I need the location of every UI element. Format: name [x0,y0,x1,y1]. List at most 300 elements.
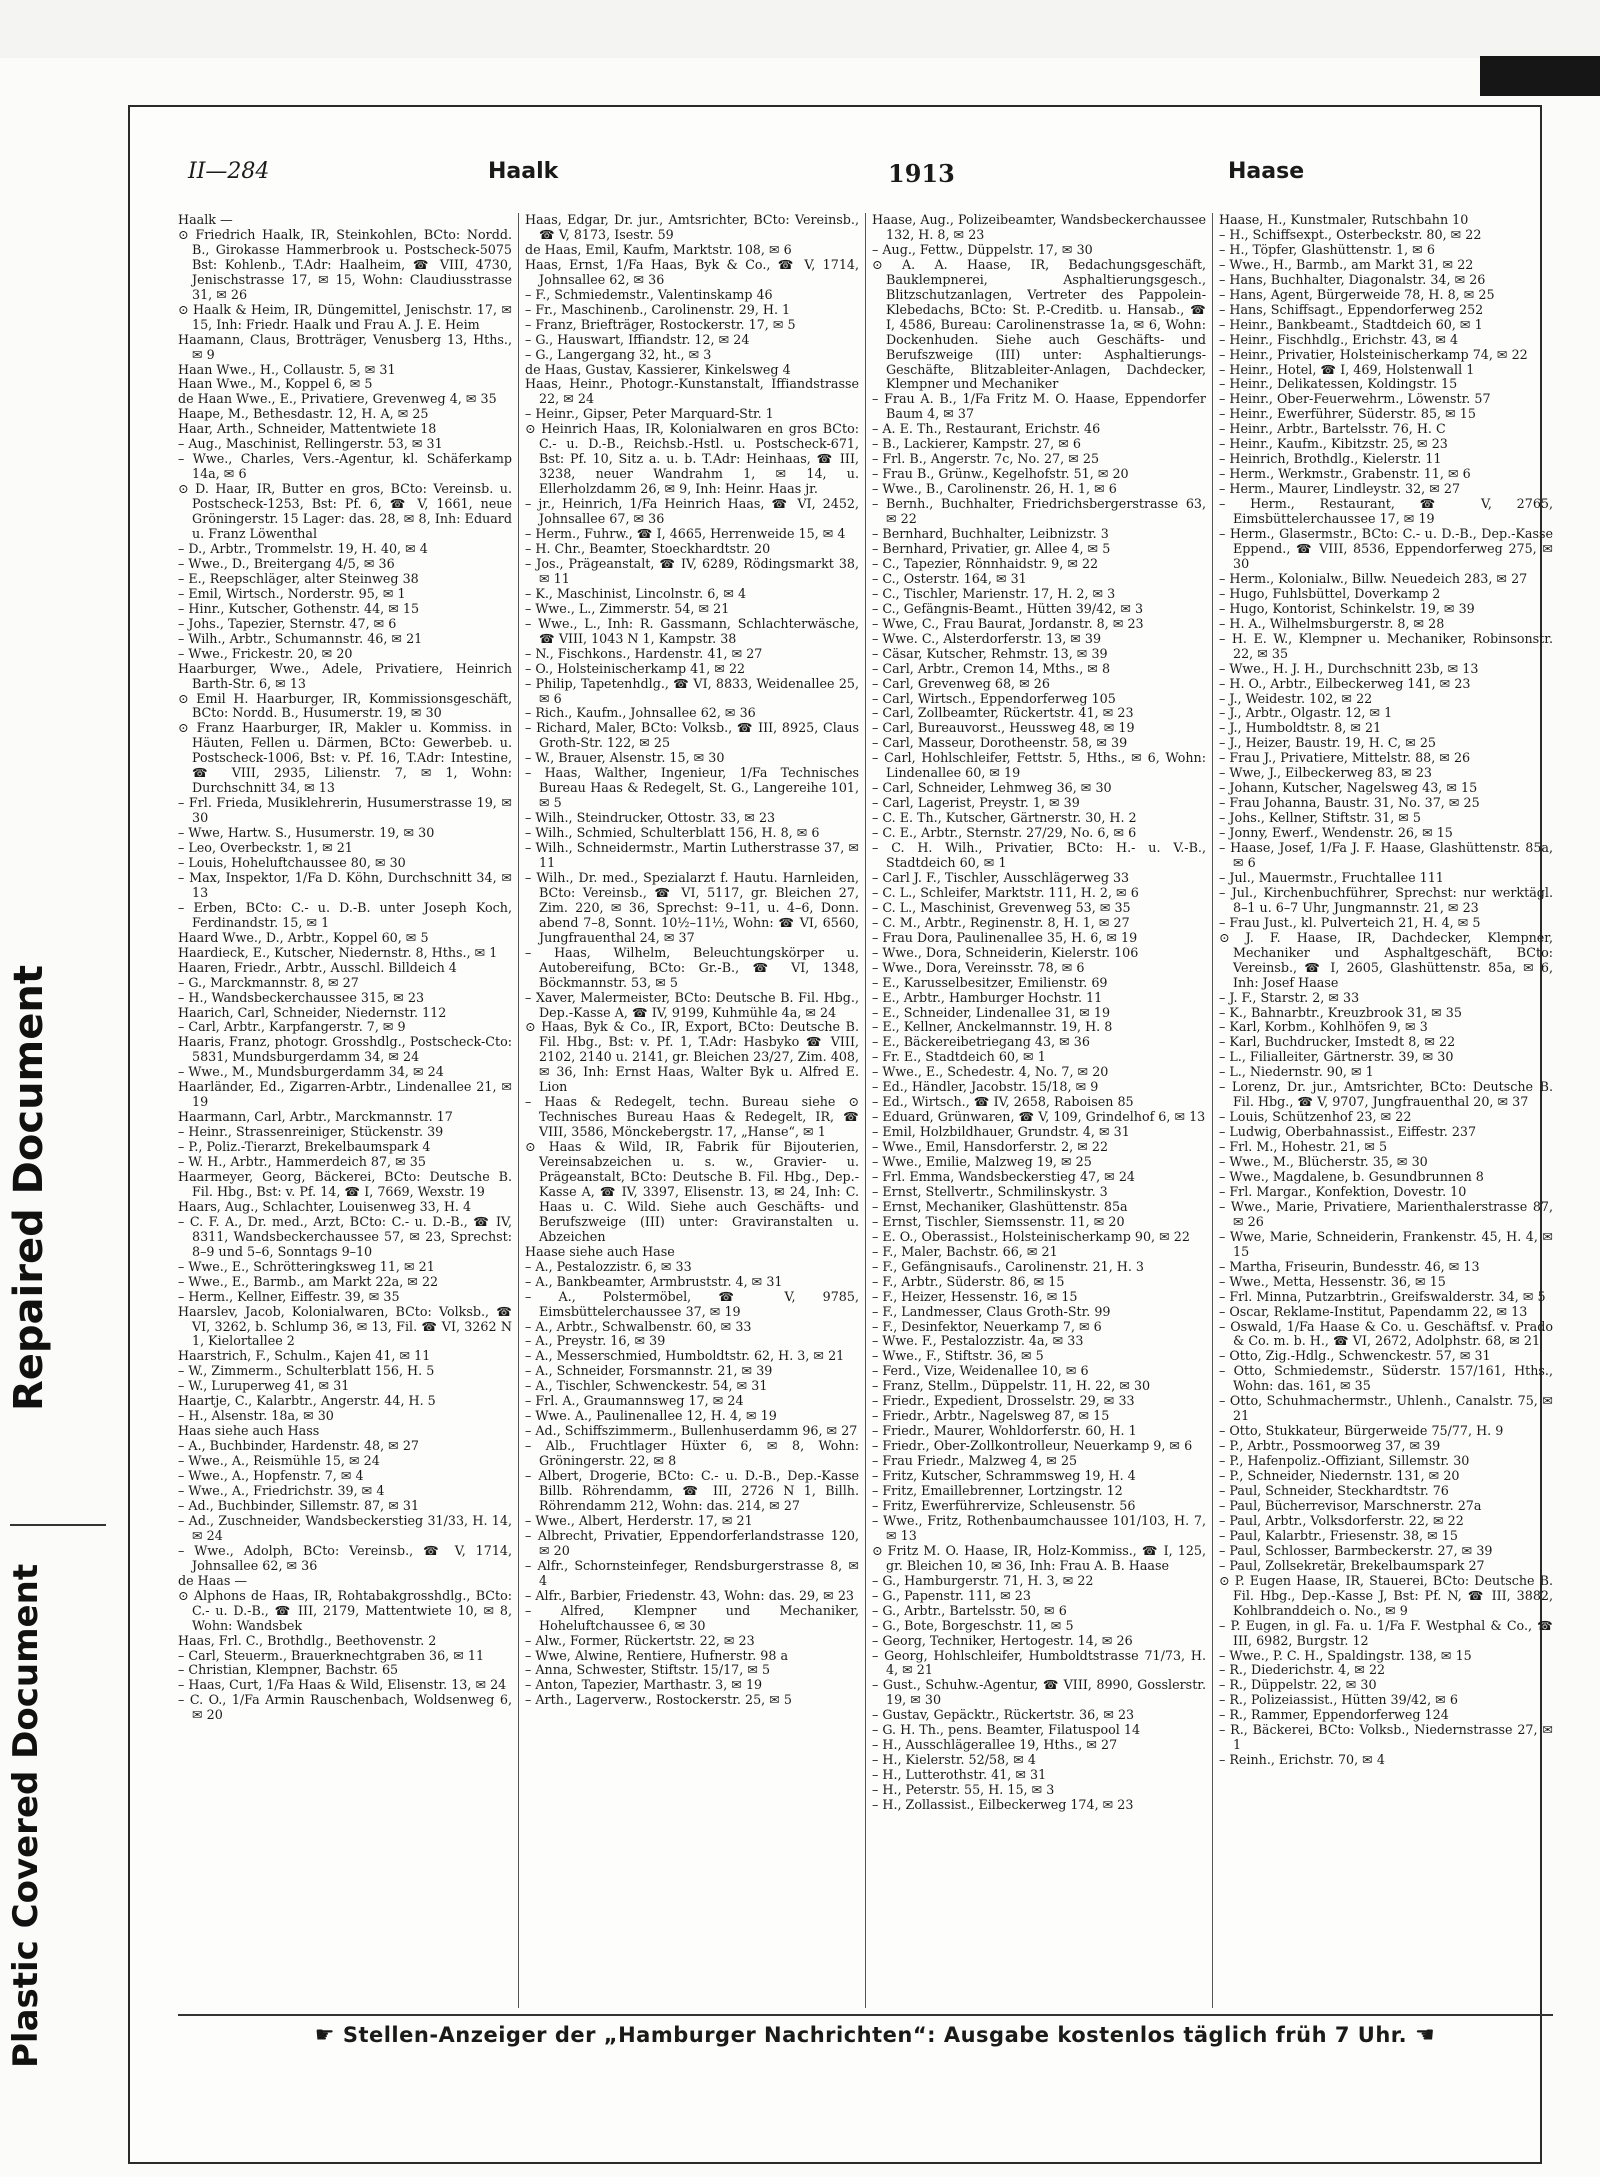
directory-entry: Haaris, Franz, photogr. Grosshdlg., Postscheck-Cto: 5831, Mundsburgerdamm 34, ✉ 24 [178,1034,512,1065]
directory-entry: – E., Arbtr., Hamburger Hochstr. 11 [872,989,1103,1005]
directory-column-4 [1219,213,1553,2008]
directory-entry: – Emil, Holzbildhauer, Grundstr. 4, ✉ 31 [872,1124,1130,1140]
directory-entry: – Emil, Wirtsch., Norderstr. 95, ✉ 1 [178,585,406,601]
directory-entry: – Ad., Buchbinder, Sillemstr. 87, ✉ 31 [178,1497,420,1513]
directory-entry: – C. F. A., Dr. med., Arzt, BCto: C.- u. D.-B., ☎ IV, 8311, Wandsbeckerchaussee 57, ✉ 23, Sprechst: 8–9 und 5–6, Sonntags 9–10 [178,1213,512,1259]
directory-entry: – Carl, Wirtsch., Eppendorferweg 105 [872,690,1116,706]
directory-entry: – C., Osterstr. 164, ✉ 31 [872,570,1027,586]
directory-entry: – Gust., Schuhw.-Agentur, ☎ VIII, 8990, Gosslerstr. 19, ✉ 30 [872,1677,1206,1708]
directory-entry: Haars, Aug., Schlachter, Louisenweg 33, H. 4 [178,1198,472,1214]
directory-entry: – Haas, Wilhelm, Beleuchtungskörper u. Autobereifung, BCto: Gr.-B., ☎ VI, 1348, Böckmannstr. 53, ✉ 5 [525,944,859,990]
directory-entry: – L., Niedernstr. 90, ✉ 1 [1219,1064,1374,1080]
directory-entry: – Carl, Grevenweg 68, ✉ 26 [872,675,1050,691]
directory-entry: – Ludwig, Oberbahnassist., Eiffestr. 237 [1219,1124,1477,1140]
directory-entry: – Franz, Briefträger, Rostockerstr. 17, ✉ 5 [525,316,796,332]
directory-entry: – H., Töpfer, Glashüttenstr. 1, ✉ 6 [1219,241,1435,257]
directory-entry: – F., Arbtr., Süderstr. 86, ✉ 15 [872,1273,1065,1289]
directory-entry: – Leo, Overbeckstr. 1, ✉ 21 [178,840,353,856]
directory-entry: – Frau Dora, Paulinenallee 35, H. 6, ✉ 19 [872,929,1138,945]
directory-entry: – Wwe, Marie, Schneiderin, Frankenstr. 45, H. 4, ✉ 15 [1219,1228,1553,1259]
directory-entry: – Johann, Kutscher, Nagelsweg 43, ✉ 15 [1219,780,1478,796]
directory-entry: – Frl. Margar., Konfektion, Dovestr. 10 [1219,1183,1467,1199]
directory-entry: – Friedr., Arbtr., Nagelsweg 87, ✉ 15 [872,1408,1110,1424]
directory-entry: – Herm., Glasermstr., BCto: C.- u. D.-B., Dep.-Kasse Eppend., ☎ VIII, 8536, Eppendorferweg 275, ✉ 30 [1219,526,1553,571]
directory-entry: Haalk — [178,213,233,227]
directory-entry: – H., Alsenstr. 18a, ✉ 30 [178,1408,334,1424]
directory-entry: – Anna, Schwester, Stiftstr. 15/17, ✉ 5 [525,1662,771,1678]
directory-entry: Haar, Arth., Schneider, Mattentwiete 18 [178,421,437,437]
directory-entry: – E., Bäckereibetriegang 43, ✉ 36 [872,1034,1090,1050]
directory-entry: – Heinr., Privatier, Holsteinischerkamp 74, ✉ 22 [1219,346,1528,362]
directory-entry: – Wwe., B., Carolinenstr. 26, H. 1, ✉ 6 [872,481,1117,497]
directory-entry: Haas, Ernst, 1/Fa Haas, Byk & Co., ☎ V, 1714, Johnsallee 62, ✉ 36 [525,256,859,287]
directory-entry: – Heinr., Strassenreiniger, Stückenstr. 39 [178,1124,444,1140]
directory-entry: – F., Schmiedemstr., Valentinskamp 46 [525,286,773,302]
directory-entry: ⊙ Haas & Wild, IR, Fabrik für Bijouterien, Vereinsabzeichen u. s. w., Gravier- u. Prägeanstalt, BCto: Deutsche B. Fil. Hbg., Dep.-Kasse A, ☎ IV, 3397, Elisenstr. 13, ✉ 24, Inh: C. Haas u. C. Wild. Siehe auch Geschäfts- und Berufszweige (III) unter: Graviranstalten u. Abzeichen [525,1139,859,1244]
directory-entry: Haan Wwe., H., Collaustr. 5, ✉ 31 [178,361,396,377]
directory-entry: – E., Schneider, Lindenallee 31, ✉ 19 [872,1004,1111,1020]
pointing-hand-icon: ☛ [314,2023,336,2048]
directory-entry: – B., Lackierer, Kampstr. 27, ✉ 6 [872,436,1081,452]
directory-entry: – Georg, Hohlschleifer, Humboldtstrasse 71/73, H. 4, ✉ 21 [872,1647,1206,1678]
directory-entry: – Haas, Curt, 1/Fa Haas & Wild, Elisenstr. 13, ✉ 24 [178,1677,507,1693]
directory-entry: – Reinh., Erichstr. 70, ✉ 4 [1219,1752,1385,1768]
directory-entry: – Ferd., Vize, Weidenallee 10, ✉ 6 [872,1363,1089,1379]
directory-entry: – P., Hafenpoliz.-Offiziant, Sillemstr. 30 [1219,1453,1470,1469]
directory-entry: – Frl. Minna, Putzarbtrin., Greifswalderstr. 34, ✉ 5 [1219,1288,1546,1304]
directory-entry: Haarländer, Ed., Zigarren-Arbtr., Lindenallee 21, ✉ 19 [178,1079,512,1110]
directory-entry: de Haas, Emil, Kaufm, Marktstr. 108, ✉ 6 [525,241,792,257]
directory-entry: – Wwe., Marie, Privatiere, Marienthalerstrasse 87, ✉ 26 [1219,1198,1553,1229]
directory-entry: – R., Rammer, Eppendorferweg 124 [1219,1707,1449,1723]
directory-entry: ⊙ Heinrich Haas, IR, Kolonialwaren en gros BCto: C.- u. D.-B., Reichsb.-Hstl. u. Postscheck-671, Bst: Pf. 10, Sitz a. u. b. T.Adr: Heinhaas, ☎ III, 3238, neuer Wandrahm 1, ✉ 14, u. Ellerholzdamm 26, ✉ 9, Inh: Heinr. Haas jr. [525,421,859,497]
directory-entry: – Georg, Techniker, Hertogestr. 14, ✉ 26 [872,1632,1133,1648]
directory-entry: – Wwe., L., Inh: R. Gassmann, Schlachterwäsche, ☎ VIII, 1043 N 1, Kampstr. 38 [525,615,859,646]
directory-entry: – W. H., Arbtr., Hammerdeich 87, ✉ 35 [178,1154,426,1170]
directory-entry: – Wwe. A., Paulinenallee 12, H. 4, ✉ 19 [525,1408,777,1424]
directory-entry: – F., Landmesser, Claus Groth-Str. 99 [872,1303,1111,1319]
directory-entry: – G., Hauswart, Iffiandstr. 12, ✉ 24 [525,331,750,347]
directory-entry: – C., Tapezier, Rönnhaidstr. 9, ✉ 22 [872,555,1099,571]
directory-entry: Haarich, Carl, Schneider, Niedernstr. 112 [178,1004,447,1020]
directory-entry: – Wwe, Alwine, Rentiere, Hufnerstr. 98 a [525,1647,789,1663]
directory-entry: – J., Humboldtstr. 8, ✉ 21 [1219,720,1382,736]
directory-entry: – Wwe., E., Schrötteringksweg 11, ✉ 21 [178,1258,435,1274]
directory-entry: – Paul, Zollsekretär, Brekelbaumspark 27 [1219,1557,1485,1573]
directory-entry: – Wwe. C., Alsterdorferstr. 13, ✉ 39 [872,630,1102,646]
directory-entry: – K., Bahnarbtr., Kreuzbrook 31, ✉ 35 [1219,1004,1462,1020]
directory-entry: – Ernst, Mechaniker, Glashüttenstr. 85a [872,1198,1128,1214]
directory-entry: – H. O., Arbtr., Eilbeckerweg 141, ✉ 23 [1219,675,1471,691]
directory-entry: – D., Arbtr., Trommelstr. 19, H. 40, ✉ 4 [178,540,428,556]
directory-entry: – Carl, Lagerist, Preystr. 1, ✉ 39 [872,795,1080,811]
directory-entry: – A., Bankbeamter, Armbruststr. 4, ✉ 31 [525,1273,783,1289]
directory-entry: – J., Weidestr. 102, ✉ 22 [1219,690,1373,706]
directory-entry: de Haan Wwe., E., Privatiere, Grevenweg 4, ✉ 35 [178,391,497,407]
directory-entry: – Wwe., D., Breitergang 4/5, ✉ 36 [178,555,395,571]
directory-entry: ⊙ Emil H. Haarburger, IR, Kommissionsgeschäft, BCto: Nordd. B., Husumerstr. 19, ✉ 30 [178,690,512,721]
directory-entry: Haard Wwe., D., Arbtr., Koppel 60, ✉ 5 [178,929,429,945]
directory-entry: – Friedr., Maurer, Wohldorferstr. 60, H. 1 [872,1423,1137,1439]
directory-entry: Haarslev, Jacob, Kolonialwaren, BCto: Volksb., ☎ VI, 3262, b. Schlump 36, ✉ 13, Fil. ☎ VI, 3262 N 1, Kielortallee 2 [178,1303,512,1349]
directory-entry: – Wilh., Schneidermstr., Martin Lutherstrasse 37, ✉ 11 [525,840,859,870]
directory-entry: Haarstrich, F., Schulm., Kajen 41, ✉ 11 [178,1348,431,1364]
directory-entry: – Jos., Prägeanstalt, ☎ IV, 6289, Rödingsmarkt 38, ✉ 11 [525,555,859,586]
directory-entry: – G., Hamburgerstr. 71, H. 3, ✉ 22 [872,1572,1094,1588]
directory-entry: – Max, Inspektor, 1/Fa D. Köhn, Durchschnitt 34, ✉ 13 [178,869,512,900]
directory-entry: – Wwe., Magdalene, b. Gesundbrunnen 8 [1219,1169,1484,1184]
directory-entry: – Wwe., E., Schedestr. 4, No. 7, ✉ 20 [872,1064,1109,1080]
side-tabs [0,58,118,2177]
directory-entry: – A., Messerschmied, Humboldtstr. 62, H. 3, ✉ 21 [525,1348,845,1364]
directory-entry: – C., Gefängnis-Beamt., Hütten 39/42, ✉ 3 [872,600,1144,616]
directory-entry: – Heinr., Fischhdlg., Erichstr. 43, ✉ 4 [1219,331,1459,347]
directory-entry: Haase, Aug., Polizeibeamter, Wandsbeckerchaussee 132, H. 8, ✉ 23 [872,213,1206,242]
directory-entry: – Carl, Zollbeamter, Rückertstr. 41, ✉ 23 [872,705,1134,721]
directory-entry: Haamann, Claus, Brotträger, Venusberg 13, Hths., ✉ 9 [178,331,512,362]
directory-entry: – Fritz, Emaillebrenner, Lortzingstr. 12 [872,1483,1123,1499]
directory-entry: – R., Diederichstr. 4, ✉ 22 [1219,1662,1386,1678]
directory-entry: – G., Bote, Borgeschstr. 11, ✉ 5 [872,1617,1074,1633]
directory-entry: ⊙ P. Eugen Haase, IR, Stauerei, BCto: Deutsche B. Fil. Hbg., Dep.-Kasse J, Bst: Pf. N, ☎ III, 3882, Kohlbranddeich o. No., ✉ 9 [1219,1572,1553,1618]
directory-entry: – W., Brauer, Alsenstr. 15, ✉ 30 [525,750,725,766]
directory-entry: – Frl. A., Graumannsweg 17, ✉ 24 [525,1393,744,1409]
directory-entry: – Heinr., Arbtr., Bartelsstr. 76, H. C [1219,421,1446,437]
directory-entry: – Wwe., A., Friedrichstr. 39, ✉ 4 [178,1483,385,1499]
directory-entry: – Wilh., Schmied, Schulterblatt 156, H. 8, ✉ 6 [525,825,820,841]
directory-entry: – Haas & Redegelt, techn. Bureau siehe ⊙ Technisches Bureau Haas & Redegelt, IR, ☎ VIII, 3586, Mönckebergstr. 17, „Hanse“, ✉ 1 [525,1094,859,1140]
directory-entry: – P. Eugen, in gl. Fa. u. 1/Fa F. Westphal & Co., ☎ III, 6982, Burgstr. 12 [1219,1617,1553,1648]
directory-entry: – Christian, Klempner, Bachstr. 65 [178,1662,399,1678]
directory-entry: – Oswald, 1/Fa Haase & Co. u. Geschäftsf. v. Prado & Co. m. b. H., ☎ VI, 2672, Adolphstr. 68, ✉ 21 [1219,1318,1553,1349]
directory-entry: – Frl. B., Angerstr. 7c, No. 27, ✉ 25 [872,451,1100,467]
directory-column-2 [525,213,859,2008]
directory-entry: – C. M., Arbtr., Reginenstr. 8, H. 1, ✉ 27 [872,914,1130,930]
directory-entry: – Hugo, Kontorist, Schinkelstr. 19, ✉ 39 [1219,600,1475,616]
directory-entry: – Friedr., Ober-Zollkontrolleur, Neuerkamp 9, ✉ 6 [872,1438,1193,1454]
directory-entry: ⊙ Friedrich Haalk, IR, Steinkohlen, BCto: Nordd. B., Girokasse Hammerbrook u. Postscheck-5075 Bst: Kohlenb., T.Adr: Haalheim, ☎ VIII, 4730, Jenischstrasse 17, ✉ 15, Wohn: Claudiusstrasse 31, ✉ 26 [178,226,512,302]
directory-entry: – C. O., 1/Fa Armin Rauschenbach, Woldsenweg 6, ✉ 20 [178,1692,512,1723]
directory-entry: – E., Reepschläger, alter Steinweg 38 [178,570,419,586]
directory-entry: – C. H. Wilh., Privatier, BCto: H.- u. V.-B., Stadtdeich 60, ✉ 1 [872,840,1206,870]
directory-entry: – Herm., Maurer, Lindleystr. 32, ✉ 27 [1219,481,1461,497]
directory-entry: Haas siehe auch Hass [178,1423,320,1439]
directory-entry: Haartje, C., Kalarbtr., Angerstr. 44, H. 5 [178,1393,436,1409]
directory-entry: – Wwe., Dora, Vereinsstr. 78, ✉ 6 [872,959,1085,975]
directory-entry: – Eduard, Grünwaren, ☎ V, 109, Grindelhof 6, ✉ 13 [872,1109,1206,1125]
column-rule [865,213,866,2008]
directory-entry: – Hans, Schiffsagt., Eppendorferweg 252 [1219,301,1484,317]
directory-entry: – E., Kellner, Anckelmannstr. 19, H. 8 [872,1019,1113,1035]
header-last-name: Haase [1228,159,1305,184]
directory-entry: – K., Maschinist, Lincolnstr. 6, ✉ 4 [525,585,747,601]
directory-entry: Haardieck, E., Kutscher, Niedernstr. 8, Hths., ✉ 1 [178,944,498,960]
directory-entry: Haarmeyer, Georg, Bäckerei, BCto: Deutsche B. Fil. Hbg., Bst: v. Pf. 14, ☎ I, 7669, Wexstr. 19 [178,1169,512,1199]
directory-entry: – H. Chr., Beamter, Stoeckhardtstr. 20 [525,540,771,556]
directory-entry: – Wwe., Metta, Hessenstr. 36, ✉ 15 [1219,1273,1446,1289]
directory-entry: – Louis, Hoheluftchaussee 80, ✉ 30 [178,854,406,870]
directory-entry: – H. E. W., Klempner u. Mechaniker, Robinsonstr. 22, ✉ 35 [1219,630,1553,661]
directory-entry: ⊙ Fritz M. O. Haase, IR, Holz-Kommiss., ☎ I, 125, gr. Bleichen 10, ✉ 36, Inh: Frau A. B. Haase [872,1542,1206,1573]
directory-entry: – C. E., Arbtr., Sternstr. 27/29, No. 6, ✉ 6 [872,825,1137,841]
side-tabs-divider [10,1524,106,1526]
directory-entry: ⊙ Haalk & Heim, IR, Düngemittel, Jenischstr. 17, ✉ 15, Inh: Friedr. Haalk und Frau A. J. E. Heim [178,301,512,332]
directory-entry: – Carl, Schneider, Lehmweg 36, ✉ 30 [872,780,1112,796]
pointing-hand-icon: ☚ [1414,2023,1436,2048]
directory-entry: – A., Polstermöbel, ☎ V, 9785, Eimsbüttelerchaussee 37, ✉ 19 [525,1288,859,1319]
directory-entry: – Hugo, Fuhlsbüttel, Doverkamp 2 [1219,585,1441,601]
directory-entry: – N., Fischkons., Hardenstr. 41, ✉ 27 [525,645,763,661]
directory-entry: – Wwe., Emil, Hansdorferstr. 2, ✉ 22 [872,1139,1109,1155]
directory-entry: – Wwe. F., Pestalozzistr. 4a, ✉ 33 [872,1333,1084,1349]
directory-entry: – Frl. M., Hohestr. 21, ✉ 5 [1219,1139,1388,1155]
directory-entry: – C. L., Schleifer, Marktstr. 111, H. 2, ✉ 6 [872,884,1139,900]
directory-column-1 [178,213,512,2008]
directory-entry: Haase siehe auch Hase [525,1243,675,1259]
directory-entry: – G., Langergang 32, ht., ✉ 3 [525,346,712,362]
directory-entry: – Otto, Schuhmachermstr., Uhlenh., Canalstr. 75, ✉ 21 [1219,1393,1553,1424]
directory-entry: – A., Arbtr., Schwalbenstr. 60, ✉ 33 [525,1318,752,1334]
directory-entry: – Jonny, Ewerf., Wendenstr. 26, ✉ 15 [1219,825,1453,841]
directory-entry: – Wwe., M., Blücherstr. 35, ✉ 30 [1219,1154,1428,1170]
directory-entry: – Heinr., Hotel, ☎ I, 469, Holstenwall 1 [1219,361,1475,377]
directory-entry: Haase, H., Kunstmaler, Rutschbahn 10 [1219,213,1469,227]
directory-entry: – A. E. Th., Restaurant, Erichstr. 46 [872,421,1101,437]
directory-entry: – P., Schneider, Niedernstr. 131, ✉ 20 [1219,1468,1460,1484]
directory-entry: – P., Arbtr., Possmoorweg 37, ✉ 39 [1219,1438,1441,1454]
directory-entry: ⊙ D. Haar, IR, Butter en gros, BCto: Vereinsb. u. Postscheck-1253, Bst: Pf. 6, ☎ V, 1661, neue Gröningerstr. 15 Lager: das. 28, ✉ 8, Inh: Eduard u. Franz Löwenthal [178,481,512,542]
directory-entry: – Karl, Buchdrucker, Imstedt 8, ✉ 22 [1219,1034,1456,1050]
directory-entry: Haarmann, Carl, Arbtr., Marckmannstr. 17 [178,1109,453,1125]
directory-entry: – P., Poliz.-Tierarzt, Brekelbaumspark 4 [178,1139,431,1155]
directory-entry: – R., Bäckerei, BCto: Volksb., Niedernstrasse 27, ✉ 1 [1219,1722,1553,1753]
directory-entry: – Frau Just., kl. Pulverteich 21, H. 4, ✉ 5 [1219,914,1481,930]
directory-entry: ⊙ Franz Haarburger, IR, Makler u. Kommiss. in Häuten, Fellen u. Därmen, BCto: Gewerbeb. u. Postscheck-1006, Bst: v. Pf. 16, T.Adr: Intestine, ☎ VIII, 2935, Lilienstr. 7, ✉ 1, Wohn: Durchschnitt 34, ✉ 13 [178,720,512,796]
directory-entry: – Wilh., Steindrucker, Ottostr. 33, ✉ 23 [525,810,776,826]
directory-entry: – Ad., Schiffszimmerm., Bullenhuserdamm 96, ✉ 27 [525,1423,858,1439]
directory-entry: – Friedr., Expedient, Drosselstr. 29, ✉ 33 [872,1393,1135,1409]
directory-entry: – F., Desinfektor, Neuerkamp 7, ✉ 6 [872,1318,1102,1334]
directory-entry: – A., Tischler, Schwenckestr. 54, ✉ 31 [525,1378,768,1394]
directory-entry: – Carl, Steuerm., Brauerknechtgraben 36, ✉ 11 [178,1647,485,1663]
directory-entry: – Hinr., Kutscher, Gothenstr. 44, ✉ 15 [178,600,420,616]
directory-entry: Haas, Frl. C., Brothdlg., Beethovenstr. 2 [178,1632,437,1648]
directory-entry: – Herm., Fuhrw., ☎ I, 4665, Herrenweide 15, ✉ 4 [525,526,846,542]
directory-entry: – H., Lutterothstr. 41, ✉ 31 [872,1767,1047,1783]
scan-binding-shadow [1480,56,1600,96]
directory-entry: – Frau B., Grünw., Kegelhofstr. 51, ✉ 20 [872,466,1129,482]
directory-entry: – Jul., Mauermstr., Fruchtallee 111 [1219,869,1444,885]
directory-entry: – jr., Heinrich, 1/Fa Heinrich Haas, ☎ VI, 2452, Johnsallee 67, ✉ 36 [525,496,859,527]
page-header [188,159,1518,193]
directory-entry: – F., Gefängnisaufs., Carolinenstr. 21, H. 3 [872,1258,1144,1274]
directory-entry: – Fr., Maschinenb., Carolinenstr. 29, H. 1 [525,301,791,317]
directory-entry: – Wwe., F., Stiftstr. 36, ✉ 5 [872,1348,1044,1364]
directory-entry: – Alw., Former, Rückertstr. 22, ✉ 23 [525,1632,755,1648]
directory-entry: – Bernh., Buchhalter, Friedrichsbergerstrasse 63, ✉ 22 [872,496,1206,527]
directory-entry: – Arth., Lagerverw., Rostockerstr. 25, ✉ 5 [525,1692,792,1708]
directory-entry: ⊙ A. A. Haase, IR, Bedachungsgeschäft, Bauklempnerei, Asphaltierungsgesch., Blitzschutzanlagen, Vertreter des Pappolein-Klebedachs, BCto: St. P.-Creditb. u. Hansab., ☎ I, 4586, Bureau: Carolinenstrasse 1a, ✉ 6, Wohn: Dockenhuden. Siehe auch Geschäfts- und Berufszweige (III) unter: Asphaltierungs-Geschäfte, Blitzableiter-Anlagen, Dachdecker, Klempner und Mechaniker [872,256,1206,392]
directory-entry: – C. E. Th., Kutscher, Gärtnerstr. 30, H. 2 [872,810,1137,826]
directory-entry: – Wwe., H., Barmb., am Markt 31, ✉ 22 [1219,256,1474,272]
directory-entry: – Karl, Korbm., Kohlhöfen 9, ✉ 3 [1219,1019,1428,1035]
directory-entry: – Albert, Drogerie, BCto: C.- u. D.-B., Dep.-Kasse Billb. Röhrendamm, ☎ III, 2726 N 1, Billh. Röhrendamm 212, Wohn: das. 214, ✉ 27 [525,1468,859,1513]
page-footer-advert [210,2023,1540,2048]
directory-page [128,105,1553,2164]
directory-entry: – Alfr., Schornsteinfeger, Rendsburgerstrasse 8, ✉ 4 [525,1557,859,1588]
directory-entry: – Heinr., Ober-Feuerwehrm., Löwenstr. 57 [1219,391,1491,407]
directory-entry: Haape, M., Bethesdastr. 12, H. A, ✉ 25 [178,406,429,422]
directory-entry: ⊙ Haas, Byk & Co., IR, Export, BCto: Deutsche B. Fil. Hbg., Bst: v. Pf. 1, T.Adr: Hasbyko ☎ VIII, 2102, 2140 u. 2141, gr. Bleichen 23/27, Zim. 408, ✉ 36, Inh: Ernst Haas, Walter Byk u. Alfred E. Lion [525,1019,859,1095]
directory-entry: – Ernst, Stellvertr., Schmilinskystr. 3 [872,1183,1108,1199]
header-year: 1913 [888,159,955,188]
directory-entry: – Johs., Kellner, Stiftstr. 31, ✉ 5 [1219,810,1421,826]
directory-entry: – Bernhard, Buchhalter, Leibnizstr. 3 [872,526,1109,542]
directory-entry: – Wwe., H. J. H., Durchschnitt 23b, ✉ 13 [1219,660,1479,676]
directory-entry: – Heinr., Kaufm., Kibitzstr. 25, ✉ 23 [1219,436,1448,452]
column-rule [1212,213,1213,2008]
directory-entry: – Heinr., Bankbeamt., Stadtdeich 60, ✉ 1 [1219,316,1483,332]
directory-entry: – Jul., Kirchenbuchführer, Sprechst: nur werktägl. 8–1 u. 6–7 Uhr, Jungmannstr. 21, ✉ 23 [1219,884,1553,915]
directory-entry: – Hans, Agent, Bürgerweide 78, H. 8, ✉ 25 [1219,286,1495,302]
directory-entry: – Frau J., Privatiere, Mittelstr. 88, ✉ 26 [1219,750,1471,766]
plastic-covered-document-label: Plastic Covered Document [6,1563,46,2069]
directory-entry: – Heinr., Ewerführer, Süderstr. 85, ✉ 15 [1219,406,1476,422]
directory-entry: – J., Arbtr., Olgastr. 12, ✉ 1 [1219,705,1393,721]
directory-entry: – F., Heizer, Hessenstr. 16, ✉ 15 [872,1288,1078,1304]
directory-entry: – Frau Johanna, Baustr. 31, No. 37, ✉ 25 [1219,795,1480,811]
directory-entry: – Haase, Josef, 1/Fa J. F. Haase, Glashüttenstr. 85a, ✉ 6 [1219,840,1553,870]
directory-entry: – Fritz, Kutscher, Schrammsweg 19, H. 4 [872,1468,1136,1484]
directory-entry: – W., Zimmerm., Schulterblatt 156, H. 5 [178,1363,435,1379]
directory-entry: – Heinrich, Brothdlg., Kielerstr. 11 [1219,451,1442,467]
directory-entry: Haas, Heinr., Photogr.-Kunstanstalt, Iffiandstrasse 22, ✉ 24 [525,376,859,407]
directory-entry: – Frau A. B., 1/Fa Fritz M. O. Haase, Eppendorfer Baum 4, ✉ 37 [872,391,1206,422]
directory-entry: – Carl, Arbtr., Karpfangerstr. 7, ✉ 9 [178,1019,406,1035]
directory-entry: – Xaver, Malermeister, BCto: Deutsche B. Fil. Hbg., Dep.-Kasse A, ☎ IV, 9199, Kuhmühle 4a, ✉ 24 [525,989,859,1020]
directory-entry: – H. A., Wilhelmsburgerstr. 8, ✉ 28 [1219,615,1445,631]
directory-entry: – Franz, Stellm., Düppelstr. 11, H. 22, ✉ 30 [872,1378,1151,1394]
directory-entry: – Wwe., Emilie, Malzweg 19, ✉ 25 [872,1154,1092,1170]
directory-entry: – Wwe., Albert, Herderstr. 17, ✉ 21 [525,1512,753,1528]
directory-entry: – Haas, Walther, Ingenieur, 1/Fa Technisches Bureau Haas & Redegelt, St. G., Langereihe 101, ✉ 5 [525,765,859,811]
directory-entry: – Ernst, Tischler, Siemssenstr. 11, ✉ 20 [872,1213,1125,1229]
directory-entry: – Wwe., Charles, Vers.-Agentur, kl. Schäferkamp 14a, ✉ 6 [178,451,512,482]
directory-entry: – Frl. Emma, Wandsbeckerstieg 47, ✉ 24 [872,1169,1135,1184]
directory-entry: – Ad., Zuschneider, Wandsbeckerstieg 31/33, H. 14, ✉ 24 [178,1512,512,1543]
directory-entry: – H., Wandsbeckerchaussee 315, ✉ 23 [178,989,425,1005]
directory-entry: – Frl. Frieda, Musiklehrerin, Husumerstrasse 19, ✉ 30 [178,795,512,826]
directory-entry: – Heinr., Gipser, Peter Marquard-Str. 1 [525,406,774,422]
directory-entry: – Hans, Buchhalter, Diagonalstr. 34, ✉ 26 [1219,271,1486,287]
directory-entry: – Paul, Schlosser, Barmbeckerstr. 27, ✉ 39 [1219,1542,1493,1558]
directory-entry: – Anton, Tapezier, Marthastr. 3, ✉ 19 [525,1677,763,1693]
directory-entry: de Haas, Gustav, Kassierer, Kinkelsweg 4 [525,361,791,377]
directory-entry: – J. F., Starstr. 2, ✉ 33 [1219,989,1360,1005]
directory-entry: – H., Kielerstr. 52/58, ✉ 4 [872,1752,1036,1768]
directory-entry: – Oscar, Reklame-Institut, Papendamm 22, ✉ 13 [1219,1303,1528,1319]
directory-entry: – H., Peterstr. 55, H. 15, ✉ 3 [872,1782,1055,1798]
directory-entry: – W., Luruperweg 41, ✉ 31 [178,1378,350,1394]
directory-entry: – G., Marckmannstr. 8, ✉ 27 [178,974,359,990]
directory-entry: – Rich., Kaufm., Johnsallee 62, ✉ 36 [525,705,756,721]
footer-rule [178,2014,1553,2016]
directory-entry: – Aug., Maschinist, Rellingerstr. 53, ✉ 31 [178,436,443,452]
directory-entry: – Bernhard, Privatier, gr. Allee 4, ✉ 5 [872,540,1111,556]
directory-entry: – Philip, Tapetenhdlg., ☎ VI, 8833, Weidenallee 25, ✉ 6 [525,675,859,706]
directory-entry: – H., Ausschlägerallee 19, Hths., ✉ 27 [872,1737,1118,1753]
directory-entry: – Ed., Händler, Jacobstr. 15/18, ✉ 9 [872,1079,1099,1095]
directory-entry: – Wwe., Frickestr. 20, ✉ 20 [178,645,353,661]
directory-entry: – Wilh., Arbtr., Schumannstr. 46, ✉ 21 [178,630,423,646]
page-number: II—284 [188,159,270,184]
directory-entry: – Otto, Zig.-Hdlg., Schwenckestr. 57, ✉ 31 [1219,1348,1491,1364]
directory-entry: – Carl, Arbtr., Cremon 14, Mths., ✉ 8 [872,660,1111,676]
directory-entry: – C., Tischler, Marienstr. 17, H. 2, ✉ 3 [872,585,1116,601]
directory-entry: – Wwe., A., Hopfenstr. 7, ✉ 4 [178,1468,364,1484]
directory-entry: – Wwe., Adolph, BCto: Vereinsb., ☎ V, 1714, Johnsallee 62, ✉ 36 [178,1542,512,1573]
directory-entry: – Wwe, J., Eilbeckerweg 83, ✉ 23 [1219,765,1432,781]
directory-entry: – G., Papenstr. 111, ✉ 23 [872,1587,1031,1603]
directory-entry: – C. L., Maschinist, Grevenweg 53, ✉ 35 [872,899,1131,915]
directory-entry: ⊙ Alphons de Haas, IR, Rohtabakgrosshdlg., BCto: C.- u. D.-B., ☎ III, 2179, Mattentwiete 10, ✉ 8, Wohn: Wandsbek [178,1587,512,1633]
directory-entry: – Wwe, Hartw. S., Husumerstr. 19, ✉ 30 [178,825,435,841]
header-first-name: Haalk [488,159,559,184]
directory-entry: – Louis, Schützenhof 23, ✉ 22 [1219,1109,1412,1125]
directory-entry: – Herm., Restaurant, ☎ V, 2765, Eimsbüttelerchaussee 17, ✉ 19 [1219,496,1553,527]
directory-entry: – Herm., Kellner, Eiffestr. 39, ✉ 35 [178,1288,400,1304]
directory-entry: – Otto, Stukkateur, Bürgerweide 75/77, H. 9 [1219,1423,1504,1439]
directory-entry: – F., Maler, Bachstr. 66, ✉ 21 [872,1243,1058,1259]
directory-entry: Haas, Edgar, Dr. jur., Amtsrichter, BCto: Vereinsb., ☎ V, 8173, Isestr. 59 [525,213,859,242]
directory-entry: – A., Buchbinder, Hardenstr. 48, ✉ 27 [178,1438,419,1454]
directory-entry: – L., Filialleiter, Gärtnerstr. 39, ✉ 30 [1219,1049,1454,1065]
directory-entry: – Wwe., E., Barmb., am Markt 22a, ✉ 22 [178,1273,439,1289]
directory-entry: – Erben, BCto: C.- u. D.-B. unter Joseph Koch, Ferdinandstr. 15, ✉ 1 [178,899,512,930]
footer-text: Stellen-Anzeiger der „Hamburger Nachrichten“: Ausgabe kostenlos täglich früh 7 Uhr. [342,2023,1408,2047]
directory-entry: – Lorenz, Dr. jur., Amtsrichter, BCto: Deutsche B. Fil. Hbg., ☎ V, 9707, Jungfrauenthal 20, ✉ 37 [1219,1079,1553,1110]
directory-entry: de Haas — [178,1572,248,1588]
directory-entry: – G., Arbtr., Bartelsstr. 50, ✉ 6 [872,1602,1067,1618]
directory-entry: – Paul, Arbtr., Volksdorferstr. 22, ✉ 22 [1219,1512,1464,1528]
directory-entry: – Wwe., M., Mundsburgerdamm 34, ✉ 24 [178,1064,444,1080]
directory-entry: – Albrecht, Privatier, Eppendorferlandstrasse 120, ✉ 20 [525,1527,859,1558]
column-rule [518,213,519,2008]
directory-entry: Haan Wwe., M., Koppel 6, ✉ 5 [178,376,373,392]
directory-entry: – O., Holsteinischerkamp 41, ✉ 22 [525,660,746,676]
directory-entry: – Martha, Friseurin, Bundesstr. 46, ✉ 13 [1219,1258,1480,1274]
directory-entry: – Wwe., P. C. H., Spaldingstr. 138, ✉ 15 [1219,1647,1472,1663]
directory-entry: – Herm., Werkmstr., Grabenstr. 11, ✉ 6 [1219,466,1471,482]
directory-entry: – A., Schneider, Forsmannstr. 21, ✉ 39 [525,1363,773,1379]
directory-entry: – G. H. Th., pens. Beamter, Filatuspool 14 [872,1722,1141,1738]
directory-entry: – Wwe., Fritz, Rothenbaumchaussee 101/103, H. 7, ✉ 13 [872,1512,1206,1543]
directory-entry: – Wwe., Dora, Schneiderin, Kielerstr. 106 [872,944,1139,960]
directory-entry: – H., Schiffsexpt., Osterbeckstr. 80, ✉ 22 [1219,226,1482,242]
directory-entry: – Alb., Fruchtlager Hüxter 6, ✉ 8, Wohn: Gröningerstr. 22, ✉ 8 [525,1438,859,1469]
directory-entry: – Fritz, Ewerführervize, Schleusenstr. 56 [872,1497,1136,1513]
directory-entry: – Wwe., L., Zimmerstr. 54, ✉ 21 [525,600,730,616]
directory-entry: – Ed., Wirtsch., ☎ IV, 2658, Raboisen 85 [872,1094,1134,1110]
directory-entry: – Carl, Bureauvorst., Heussweg 48, ✉ 19 [872,720,1135,736]
directory-entry: – Wwe, C., Frau Baurat, Jordanstr. 8, ✉ 23 [872,615,1144,631]
directory-entry: – Carl, Hohlschleifer, Fettstr. 5, Hths., ✉ 6, Wohn: Lindenallee 60, ✉ 19 [872,750,1206,781]
directory-column-3 [872,213,1206,2008]
directory-entry: – Herm., Kolonialw., Billw. Neuedeich 283, ✉ 27 [1219,570,1528,586]
directory-entry: – Carl J. F., Tischler, Ausschlägerweg 33 [872,869,1130,885]
directory-entry: – H., Zollassist., Eilbeckerweg 174, ✉ 23 [872,1797,1134,1813]
directory-entry: – Carl, Masseur, Dorotheenstr. 58, ✉ 39 [872,735,1128,751]
